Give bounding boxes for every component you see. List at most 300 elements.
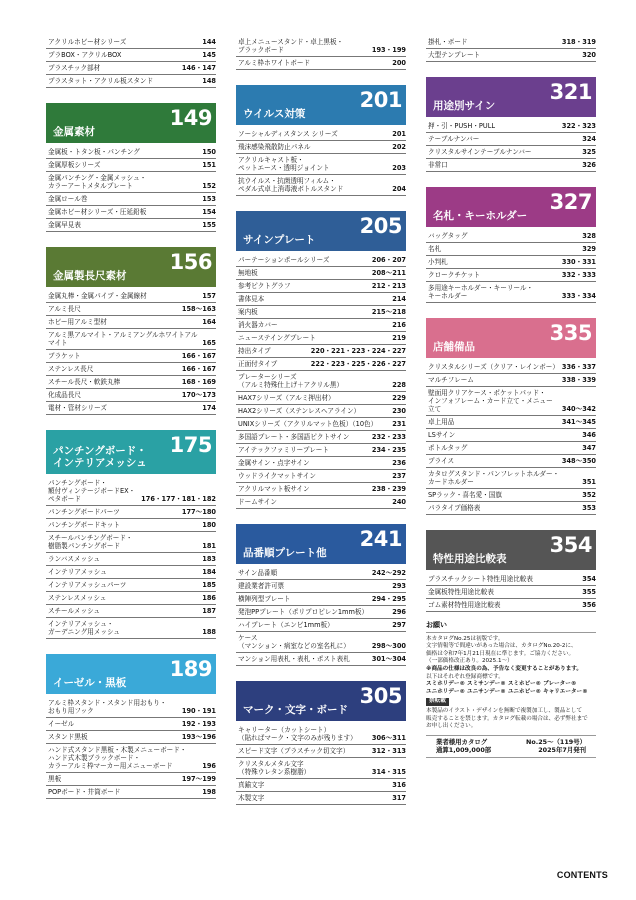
entry-name: スチールメッシュ	[48, 607, 101, 615]
entry-page: 228	[392, 381, 406, 389]
contents-entry	[236, 724, 406, 745]
entry-name: ソーシャルディスタンス シリーズ	[238, 130, 338, 138]
contents-entry	[236, 593, 406, 606]
entry-page: 176・177・181・182	[141, 495, 216, 503]
entry-name: 金属板・トタン板・パンチング	[48, 148, 140, 156]
entry-name: 建設業者許可票	[238, 582, 285, 590]
entry-page: 197〜199	[181, 775, 216, 783]
section	[46, 36, 216, 88]
contents-entry	[426, 387, 596, 416]
entry-name: プライス	[428, 457, 455, 465]
contents-entry	[236, 792, 406, 805]
entry-name: パラタイプ価格表	[428, 504, 481, 512]
entry-name: ハンド式スタンド黒板・木製メニューボード・ ハンド式木製ブラックボード・ カラーアルミ枠マーカー用メニューボード	[48, 746, 187, 770]
contents-entry	[426, 159, 596, 172]
contents-entry	[46, 363, 216, 376]
entry-name: 化成品長尺	[48, 391, 81, 399]
entry-name: HAX2シリーズ（ステンレスヘアライン）	[238, 407, 361, 415]
contents-entry	[426, 586, 596, 599]
contents-entry	[46, 773, 216, 786]
contents-entry	[46, 566, 216, 579]
entry-page: 177〜180	[181, 508, 216, 516]
entry-name: アクリルマット板サイン	[238, 485, 310, 493]
section	[236, 211, 406, 509]
contents-entry	[236, 267, 406, 280]
entry-name: 木製文字	[238, 794, 265, 802]
column-1	[46, 36, 216, 799]
entry-name: ドームサイン	[238, 498, 277, 506]
notes-line-4: （一部価格改正あり。2025.1〜）	[426, 658, 513, 665]
contents-entry	[236, 779, 406, 792]
contents-entry	[46, 146, 216, 159]
section	[236, 36, 406, 70]
section-title: イーゼル・黒板	[53, 677, 127, 689]
contents-entry	[46, 219, 216, 232]
contents-entry	[236, 496, 406, 509]
entry-name: スピード文字（プラスチック切文字）	[238, 747, 350, 755]
entry-name: クロークチケット	[428, 271, 481, 279]
entry-page: 316	[392, 781, 406, 789]
contents-entry	[426, 230, 596, 243]
entry-page: 317	[392, 794, 406, 802]
entry-page: 192・193	[181, 720, 216, 728]
entry-name: 書体見本	[238, 295, 265, 303]
contents-entry	[426, 573, 596, 586]
contents-entry	[236, 371, 406, 392]
section-title: 用途別サイン	[433, 100, 496, 112]
entry-page: 204	[392, 185, 406, 193]
entry-name: LSサイン	[428, 431, 456, 439]
entry-page: 170〜173	[181, 391, 216, 399]
entry-name: 金属板特性用途比較表	[428, 588, 494, 596]
contents-entry	[236, 36, 406, 57]
section-header	[236, 211, 406, 251]
notes-line-3: 価格は令和7年1月21日現在に準じます。ご協力ください。	[426, 650, 575, 657]
section-header	[46, 247, 216, 287]
section-header	[426, 530, 596, 570]
contents-entry	[426, 416, 596, 429]
entry-page: 301〜304	[371, 655, 406, 663]
contents-entry	[426, 429, 596, 442]
section-title: 店舗備品	[433, 341, 475, 353]
contents-entry	[426, 374, 596, 387]
entry-name: 多用途キーホルダー・キーリール・ キーホルダー	[428, 284, 534, 300]
entry-page: 346	[582, 431, 596, 439]
contents-entry	[236, 483, 406, 496]
entry-page: 355	[582, 588, 596, 596]
contents-entry	[46, 553, 216, 566]
entry-page: 153	[202, 195, 216, 203]
entry-name: ステンレス長尺	[48, 365, 94, 373]
contents-entry	[46, 532, 216, 553]
entry-name: 消火器カバー	[238, 321, 278, 329]
entry-name: インテリアメッシュ	[48, 568, 107, 576]
section-page-number: 156	[169, 250, 212, 274]
entry-page: 354	[582, 575, 596, 583]
entry-page: 229	[392, 394, 406, 402]
entry-name: 多国語プレート・多国語ピクトサイン	[238, 433, 350, 441]
entry-page: 146・147	[181, 64, 216, 72]
contents-entry	[426, 502, 596, 515]
entry-name: プラスチック部材	[48, 64, 101, 72]
entry-page: 152	[202, 182, 216, 190]
colophon-copies: 通算1,009,000部	[436, 746, 492, 755]
entry-page: 330・331	[561, 258, 596, 266]
entry-name: 持出タイプ	[238, 347, 271, 355]
contents-entry	[236, 653, 406, 666]
contents-entry	[426, 282, 596, 303]
contents-entry	[236, 745, 406, 758]
entry-page: 187	[202, 607, 216, 615]
entry-page: 193・199	[371, 46, 406, 54]
entry-name: インテリアメッシュ・ ガーデニング用メッシュ	[48, 620, 121, 636]
entry-page: 240	[392, 498, 406, 506]
entry-page: 151	[202, 161, 216, 169]
section-page-number: 354	[549, 533, 592, 557]
contents-entry	[236, 306, 406, 319]
contents-entry	[46, 519, 216, 532]
entry-page: 200	[392, 59, 406, 67]
section	[426, 318, 596, 515]
section	[46, 103, 216, 232]
entry-page: 320	[582, 51, 596, 59]
section-header	[236, 85, 406, 125]
section-page-number: 189	[169, 657, 212, 681]
entry-page: 353	[582, 504, 596, 512]
contents-entry	[46, 75, 216, 88]
entry-page: 230	[392, 407, 406, 415]
contents-entry	[46, 718, 216, 731]
section-title: 金属素材	[53, 126, 95, 138]
entry-page: 220・221・223・224・227	[310, 347, 406, 355]
contents-entry	[236, 293, 406, 306]
entry-name: 押・引・PUSH・PULL	[428, 122, 496, 130]
section	[46, 654, 216, 799]
entry-page: 148	[202, 77, 216, 85]
entry-name: プラBOX・アクリルBOX	[48, 51, 122, 59]
entry-name: ウッドライクマットサイン	[238, 472, 316, 480]
contents-entry	[46, 477, 216, 506]
section-header	[426, 77, 596, 117]
contents-entry	[426, 49, 596, 62]
contents-entry	[46, 744, 216, 773]
entry-name: 金属厚板シリーズ	[48, 161, 101, 169]
column-3	[426, 36, 596, 758]
entry-name: プレーターシリーズ （アルミ特殊仕上げ＋アクリル黒）	[238, 373, 344, 389]
entry-page: 332・333	[561, 271, 596, 279]
entry-name: 電材・管材シリーズ	[48, 404, 108, 412]
entry-name: 飛沫感染飛散防止パネル	[238, 143, 311, 151]
entry-page: 325	[582, 148, 596, 156]
entry-name: クリスタルサインテーブルナンバー	[428, 148, 532, 156]
entry-name: UNIXシリーズ（アクリルマット色板）（10色）	[238, 420, 378, 428]
section-page-number: 241	[359, 527, 402, 551]
section	[236, 85, 406, 196]
entry-name: 金属丸棒・金属パイプ・金属線材	[48, 292, 147, 300]
column-2	[236, 36, 406, 805]
entry-name: 黒板	[48, 775, 62, 783]
contents-entry	[236, 444, 406, 457]
entry-page: 208〜211	[371, 269, 406, 277]
entry-name: ブラケット	[48, 352, 81, 360]
contents-entry	[236, 632, 406, 653]
contents-entry	[426, 442, 596, 455]
contents-entry	[46, 731, 216, 744]
entry-name: テーブルナンバー	[428, 135, 480, 143]
contents-entry	[236, 758, 406, 779]
entry-name: マンション用表札・表札・ポスト表札	[238, 655, 350, 663]
entry-page: 166・167	[181, 365, 216, 373]
section	[46, 430, 216, 639]
section-title: マーク・文字・ボード	[243, 704, 348, 716]
contents-entry	[46, 62, 216, 75]
section-header	[236, 681, 406, 721]
entry-page: 328	[582, 232, 596, 240]
contents-entry	[46, 172, 216, 193]
entry-name: 金属パンチング・金属メッシュ・ カラーアートメタルプレート	[48, 174, 147, 190]
contents-entry	[236, 154, 406, 175]
section-page-number: 205	[359, 214, 402, 238]
entry-page: 314・315	[371, 768, 406, 776]
entry-page: 155	[202, 221, 216, 229]
entry-name: 参考ピクトグラフ	[238, 282, 291, 290]
contents-entry	[46, 579, 216, 592]
section	[46, 247, 216, 415]
entry-name: 掛札・ボード	[428, 38, 468, 46]
contents-entry	[236, 345, 406, 358]
entry-page: 144	[202, 38, 216, 46]
entry-name: ランバスメッシュ	[48, 555, 101, 563]
entry-name: 金属ロール巻	[48, 195, 88, 203]
entry-page: 165	[202, 339, 216, 347]
entry-name: アルミ枠スタンド・スタンド用おもり・ おもり用フック	[48, 699, 167, 715]
contents-entry	[426, 455, 596, 468]
entry-page: 206・207	[371, 256, 406, 264]
entry-page: 186	[202, 594, 216, 602]
entry-name: スタンド黒板	[48, 733, 88, 741]
entry-page: 201	[392, 130, 406, 138]
contents-entry	[236, 470, 406, 483]
entry-page: 180	[202, 521, 216, 529]
entry-name: 非常口	[428, 161, 448, 169]
contents-entry	[236, 457, 406, 470]
contents-entry	[236, 175, 406, 196]
section	[236, 524, 406, 666]
section	[426, 187, 596, 303]
contents-entry	[46, 506, 216, 519]
section-header	[46, 103, 216, 143]
section-header	[426, 318, 596, 358]
entry-name: スチールパンチングボード・ 樹脂製パンチングボード	[48, 534, 133, 550]
entry-name: 金属早見表	[48, 221, 81, 229]
section	[426, 77, 596, 172]
section-title: 金属製長尺素材	[53, 270, 127, 282]
entry-name: キャリーター（カットシート） （貼ればマーク・文字のみが残ります）	[238, 726, 357, 742]
entry-name: インテリアメッシュパーツ	[48, 581, 127, 589]
entry-name: アルミ長尺	[48, 305, 81, 313]
section-title: 品番順プレート他	[243, 547, 327, 559]
section	[236, 681, 406, 805]
entry-name: 金属サイン・点字サイン	[238, 459, 310, 467]
entry-name: パンチングボード・ 額付ヴィンテージボードEX・ ペタボード	[48, 479, 136, 503]
copyright-badge: 禁転載	[426, 698, 449, 706]
entry-page: 296	[392, 608, 406, 616]
contents-entry	[236, 280, 406, 293]
entry-name: ゴム素材特性用途比較表	[428, 601, 501, 609]
notes-bold-line: ※商品の仕様は改良の為、予告なく変更することがあります。	[426, 665, 583, 672]
entry-page: 333・334	[561, 292, 596, 300]
contents-entry	[46, 389, 216, 402]
contents-entry	[46, 786, 216, 799]
entry-name: クリスタルシリーズ（クリア・レインボー）	[428, 363, 559, 371]
entry-page: 236	[392, 459, 406, 467]
section-page-number: 335	[549, 321, 592, 345]
entry-page: 298〜300	[371, 642, 406, 650]
entry-name: 無地板	[238, 269, 258, 277]
contents-entry	[46, 206, 216, 219]
entry-name: ハイプレート（エンビ1mm板）	[238, 621, 334, 629]
entry-page: 351	[582, 478, 596, 486]
entry-page: 202	[392, 143, 406, 151]
section-title: 特性用途比較表	[433, 553, 507, 565]
contents-entry	[426, 599, 596, 612]
entry-page: 183	[202, 555, 216, 563]
entry-page: 174	[202, 404, 216, 412]
entry-name: ステンレスメッシュ	[48, 594, 107, 602]
contents-entry	[236, 57, 406, 70]
entry-page: 164	[202, 318, 216, 326]
entry-name: パンチングボードパーツ	[48, 508, 120, 516]
contents-entry	[426, 120, 596, 133]
entry-page: 168・169	[181, 378, 216, 386]
contents-entry	[426, 489, 596, 502]
entry-name: POPボード・井筒ボード	[48, 788, 121, 796]
entry-page: 190・191	[181, 707, 216, 715]
section-page-number: 327	[549, 190, 592, 214]
contents-entry	[426, 361, 596, 374]
entry-name: 壁面用クリアケース・ポケットパッド・ インフォフレーム・カード立て・メニュー立て	[428, 389, 553, 413]
entry-page: 222・223・225・226・227	[310, 360, 406, 368]
entry-page: 212・213	[371, 282, 406, 290]
contents-entry	[236, 619, 406, 632]
section-page-number: 321	[549, 80, 592, 104]
entry-page: 318・319	[561, 38, 596, 46]
entry-name: SPラック・喜名愛・国旗	[428, 491, 502, 499]
trademarks: スミホリデー® スミサンデー® スミホビー® ブレーター® ユニホリデー® ユニサンデー® ユニホビー® キャリエーター®	[426, 681, 588, 695]
entry-name: 発泡PPプレート（ポリプロピレン1mm板）	[238, 608, 369, 616]
entry-page: 158〜163	[181, 305, 216, 313]
entry-name: プラスチックシート特性用途比較表	[428, 575, 533, 583]
entry-page: 184	[202, 568, 216, 576]
entry-name: HAX7シリーズ（アルミ押出材）	[238, 394, 335, 402]
entry-page: 341〜345	[561, 418, 596, 426]
contents-entry	[236, 567, 406, 580]
entry-page: 203	[392, 164, 406, 172]
page-footer-contents: CONTENTS	[556, 870, 608, 880]
contents-entry	[236, 141, 406, 154]
section-title: ウイルス対策	[243, 108, 306, 120]
entry-name: スチール長尺・軟鉄丸棒	[48, 378, 121, 386]
entry-name: 卓上用品	[428, 418, 455, 426]
entry-page: 215〜218	[371, 308, 406, 316]
entry-page: 338・339	[561, 376, 596, 384]
entry-page: 293	[392, 582, 406, 590]
colophon-date: 2025年7月発刊	[538, 746, 586, 755]
entry-page: 306〜311	[371, 734, 406, 742]
entry-page: 326	[582, 161, 596, 169]
copyright-text: 本製品のイラスト・デザインを無断で複製加工し、製品として 販売することを禁じます。カタログ転載の場合は、必ず弊社まで お申し出ください。	[426, 707, 588, 730]
entry-name: ポトルタッグ	[428, 444, 468, 452]
contents-entry	[236, 254, 406, 267]
contents-entry	[46, 605, 216, 618]
section-page-number: 149	[169, 106, 212, 130]
contents-entry	[46, 303, 216, 316]
section-page-number: 305	[359, 684, 402, 708]
notes-title: お願い	[426, 622, 596, 633]
section-page-number: 201	[359, 88, 402, 112]
colophon-catalog: 業者様用カタログ	[436, 737, 488, 746]
colophon	[426, 735, 596, 758]
entry-page: 324	[582, 135, 596, 143]
section-header	[46, 654, 216, 694]
contents-entry	[236, 332, 406, 345]
entry-name: 大型テンプレート	[428, 51, 481, 59]
contents-entry	[236, 319, 406, 332]
contents-entry	[46, 316, 216, 329]
entry-name: 金属ホビー材シリーズ・圧延鉛板	[48, 208, 147, 216]
entry-name: 真鍮文字	[238, 781, 265, 789]
entry-page: 188	[202, 628, 216, 636]
contents-entry	[236, 405, 406, 418]
entry-name: パンチングボードキット	[48, 521, 120, 529]
contents-entry	[236, 418, 406, 431]
entry-name: アルミ枠ホワイトボード	[238, 59, 311, 67]
entry-page: 193〜196	[181, 733, 216, 741]
colophon-number: No.25〜（119号）	[526, 737, 586, 746]
entry-name: カタログスタンド・パンフレットホルダー・ カードホルダー	[428, 470, 560, 486]
contents-entry	[426, 269, 596, 282]
entry-name: パーテーションポールシリーズ	[238, 256, 330, 264]
entry-page: 196	[202, 762, 216, 770]
entry-page: 150	[202, 148, 216, 156]
entry-page: 185	[202, 581, 216, 589]
contents-entry	[46, 49, 216, 62]
contents-entry	[46, 350, 216, 363]
entry-page: 336・337	[561, 363, 596, 371]
entry-page: 198	[202, 788, 216, 796]
contents-entry	[46, 329, 216, 350]
contents-entry	[426, 468, 596, 489]
notes-line-2: 文字情報等で間違いがあった場合は、カタログNo.20-2に、	[426, 643, 577, 650]
entry-name: 横陣列型プレート	[238, 595, 291, 603]
entry-page: 294・295	[371, 595, 406, 603]
contents-entry	[236, 128, 406, 141]
contents-entry	[46, 592, 216, 605]
entry-name: アイテックファミリープレート	[238, 446, 329, 454]
section-header	[426, 187, 596, 227]
notes-box	[426, 622, 596, 731]
entry-name: 名札	[428, 245, 442, 253]
entry-name: アクリルホビー材シリーズ	[48, 38, 127, 46]
section-header	[46, 430, 216, 474]
entry-name: イーゼル	[48, 720, 75, 728]
entry-name: 抗ウイルス・抗菌透明フィルム・ ペダル式卓上消毒液ボトルスタンド	[238, 177, 344, 193]
entry-page: 219	[392, 334, 406, 342]
section-title: サインプレート	[243, 234, 316, 246]
entry-name: ニューステイングプレート	[238, 334, 316, 342]
entry-page: 145	[202, 51, 216, 59]
entry-page: 348〜350	[561, 457, 596, 465]
